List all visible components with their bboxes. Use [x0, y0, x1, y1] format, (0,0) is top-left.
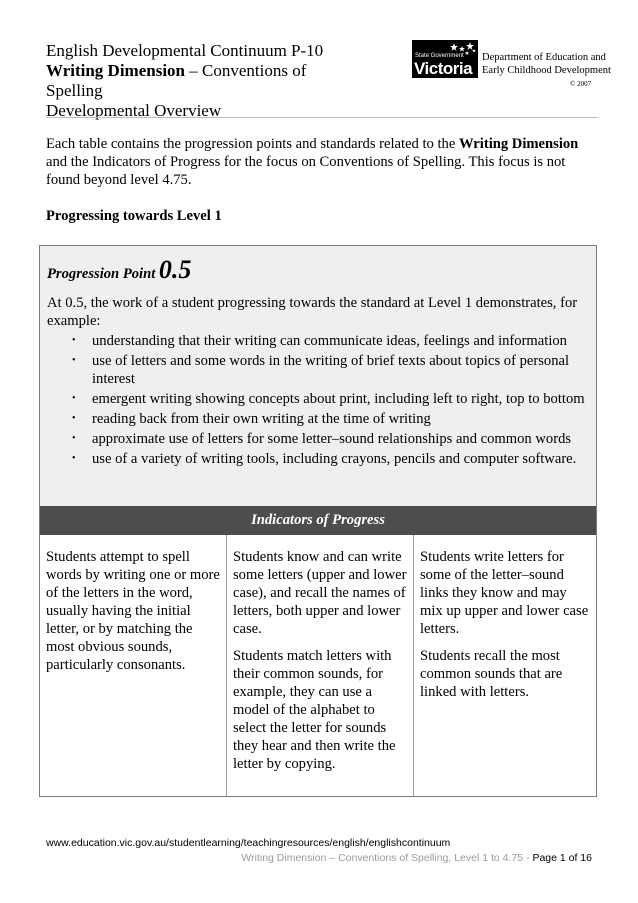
- list-item-text: reading back from their own writing at the time of writing: [92, 411, 431, 427]
- progression-point-list: [68, 332, 593, 470]
- list-item-text: understanding that their writing can communicate ideas, feelings and information: [92, 333, 567, 349]
- intro-text: Each table contains the progression points and standards related to the: [46, 136, 459, 152]
- intro-paragraph: [46, 135, 598, 189]
- footer-page-info: [241, 852, 592, 864]
- title-line: Developmental Overview: [46, 101, 222, 120]
- bullet-icon: •: [72, 335, 76, 346]
- document-title: [46, 41, 346, 121]
- title-line: Spelling: [46, 81, 103, 100]
- list-item: [68, 410, 593, 428]
- department-line: Department of Education and: [482, 52, 606, 63]
- progression-point-heading: [47, 256, 191, 288]
- list-item: [68, 430, 593, 448]
- indicator-column-1: [40, 535, 226, 796]
- header-divider: [46, 117, 598, 118]
- list-item-text: use of a variety of writing tools, including crayons, pencils and computer software.: [92, 451, 577, 467]
- progression-point-label: Progression Point: [47, 266, 159, 282]
- footer-doc-title: Writing Dimension – Conventions of Spelling, Level 1 to 4.75 -: [241, 852, 533, 864]
- bullet-icon: •: [72, 433, 76, 444]
- intro-bold: Writing Dimension: [458, 136, 579, 152]
- department-name: [482, 51, 612, 77]
- list-item: [68, 390, 593, 408]
- title-line: Writing Dimension – Conventions of: [46, 61, 307, 80]
- indicator-text: Students recall the most common sounds that are linked with letters.: [420, 648, 563, 700]
- bullet-icon: •: [72, 413, 76, 424]
- victoria-logo: [412, 40, 478, 78]
- list-item-text: use of letters and some words in the writing of brief texts about topics of personal interest: [92, 353, 570, 387]
- indicator-text: Students write letters for some of the letter–sound links they know and may mix up upper and lower case letters.: [420, 549, 589, 637]
- title-line: English Developmental Continuum P-10: [46, 41, 324, 60]
- department-line: Early Childhood Development: [482, 65, 611, 76]
- indicator-text: Students attempt to spell words by writing one or more of the letters in the word, usually having the initial letter, or by matching the most obvious sounds, particularly consonants.: [46, 549, 220, 673]
- intro-text: and the Indicators of Progress for the focus on Conventions of Spelling. This focus is not found beyond level 4.75.: [46, 154, 566, 188]
- bullet-icon: •: [72, 453, 76, 464]
- bullet-icon: •: [72, 393, 76, 404]
- indicator-text: Students know and can write some letters (upper and lower case), and recall the names of letters, both upper and lower case.: [233, 549, 407, 637]
- section-heading: Progressing towards Level 1: [46, 208, 222, 224]
- progression-point-intro: At 0.5, the work of a student progressing towards the standard at Level 1 demonstrates, for example:: [47, 295, 578, 329]
- indicators-heading: Indicators of Progress: [40, 506, 596, 535]
- indicator-column-2: [226, 535, 413, 796]
- list-item: [68, 332, 593, 350]
- progression-point-section: [40, 246, 596, 506]
- list-item: [68, 450, 593, 468]
- logo-government-text: State Government: [415, 53, 464, 59]
- page-number: Page 1 of 16: [532, 852, 592, 864]
- bullet-icon: •: [72, 355, 76, 366]
- progression-table: [39, 245, 597, 797]
- indicator-text: Students match letters with their common sounds, for example, they can use a model of the alphabet to select the letter for sounds they hear and then write the letter by copying.: [233, 648, 396, 772]
- indicator-column-3: [413, 535, 596, 796]
- list-item-text: emergent writing showing concepts about print, including left to right, top to bottom: [92, 391, 585, 407]
- copyright: © 2007: [570, 80, 592, 88]
- indicators-columns: [40, 535, 596, 796]
- list-item-text: approximate use of letters for some letter–sound relationships and common words: [92, 431, 572, 447]
- list-item: [68, 352, 593, 388]
- footer-url-link[interactable]: www.education.vic.gov.au/studentlearning/teachingresources/english/englishcontinuum: [46, 837, 451, 849]
- progression-point-number: 0.5: [158, 255, 192, 284]
- logo-victoria-text: Victoria: [414, 59, 473, 78]
